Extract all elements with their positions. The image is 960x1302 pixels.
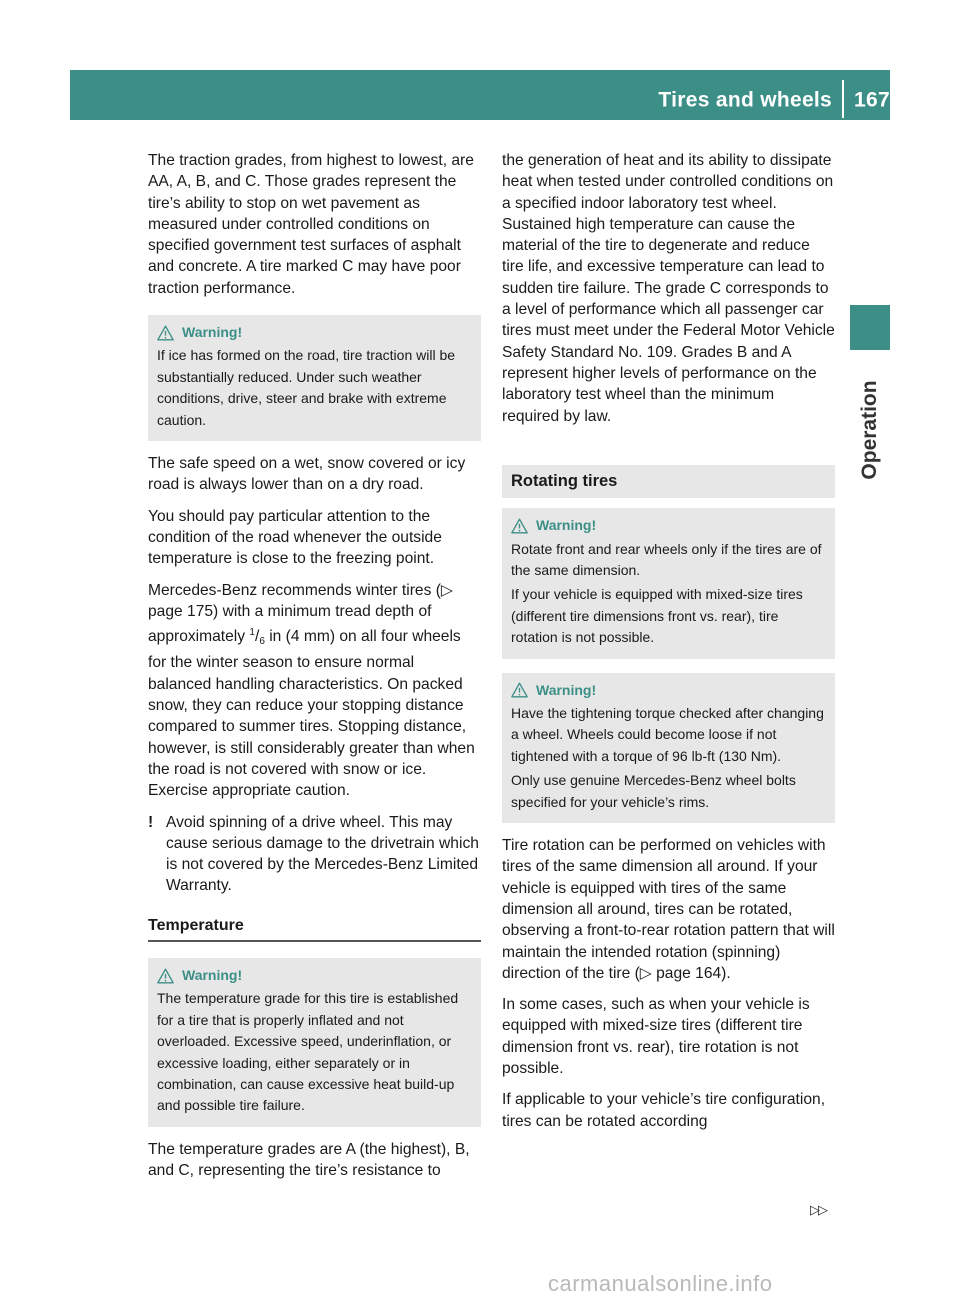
- paragraph: In some cases, such as when your vehicle is equipped with mixed-size tires (different tire dimension front vs. rear), tire rotation is not possible.: [502, 996, 810, 1077]
- warning-text: The temperature grade for this tire is established for a tire that is properly inflated and not overloaded. Excessive speed, underinflation, or excessive loading, either separately or in combination, can cause excessive heat build-up and possible tire failure.: [157, 990, 459, 1114]
- warning-text: Rotate front and rear wheels only if the tires are of the same dimension.: [511, 540, 822, 578]
- warning-text: If ice has formed on the road, tire traction will be substantially reduced. Under such weather conditions, drive, steer and brake with extreme caution.: [157, 347, 456, 428]
- section-title: Tires and wheels: [658, 88, 833, 112]
- paragraph: the generation of heat and its ability to dissipate heat when tested under controlled conditions on a specified indoor laboratory test wheel. Sustained high temperature can cause the material of the tire to degenerate and reduce tire life, and excessive temperature can lead to sudden tire failure. The grade C corresponds to a level of performance which all passenger car tires must meet under the Federal Motor Vehicle Safety Standard No. 109. Grades B and A represent higher levels of performance on the laboratory test wheel than the minimum required by law.: [502, 152, 835, 425]
- side-tab-label: Operation: [858, 380, 881, 480]
- continue-arrow-icon: ▷▷: [810, 1202, 826, 1217]
- section-heading-box: Rotating tires: [502, 465, 835, 498]
- paragraph: You should pay particular attention to the condition of the road whenever the outside temperature is close to the freezing point.: [148, 507, 442, 568]
- paragraph: If applicable to your vehicle’s tire configuration, tires can be rotated according: [502, 1091, 826, 1130]
- warning-title: Warning!: [536, 681, 597, 698]
- fraction-denominator: 6: [259, 636, 265, 648]
- paragraph: The safe speed on a wet, snow covered or icy road is always lower than on a dry road.: [148, 455, 466, 494]
- header-divider: [842, 80, 844, 118]
- left-column: [148, 150, 481, 1191]
- warning-text: Only use genuine Mercedes-Benz wheel bolts specified for your vehicle’s rims.: [511, 772, 796, 810]
- warning-box: [502, 508, 835, 658]
- warning-box: [148, 958, 481, 1127]
- paragraph: Mercedes-Benz recommends winter tires (▷ page 175) with a minimum tread depth of approximately $^1/_6$ in (4 mm) on all four wheels for the winter season to ensure normal balanced handling characteristics. On packed snow, they can reduce your stopping distance compared to summer tires. Stopping distance, however, is still considerably greater than when the road is not covered with snow or ice. Exercise appropriate caution.: [148, 581, 475, 800]
- warning-text: If your vehicle is equipped with mixed-size tires (different tire dimensions front vs. rear), tire rotation is not possible.: [511, 586, 803, 646]
- paragraph: The traction grades, from highest to lowest, are AA, A, B, and C. Those grades represent the tire’s ability to stop on wet pavement as measured under controlled conditions on specified government test surfaces of asphalt and concrete. A tire marked C may have poor traction performance.: [148, 152, 474, 297]
- watermark: carmanualsonline.info: [548, 1271, 773, 1296]
- section-heading: Temperature: [148, 915, 481, 942]
- caution-note: [148, 812, 481, 897]
- paragraph: Tire rotation can be performed on vehicles with tires of the same dimension all around. If your vehicle is equipped with tires of the same dimension all around, tires can be rotated, observing a front-to-rear rotation pattern that will maintain the intended rotation (spinning) direction of the tire (▷ page 164).: [502, 837, 835, 982]
- warning-triangle-icon: [157, 968, 174, 984]
- warning-box: [148, 315, 481, 441]
- note-text: Avoid spinning of a drive wheel. This may cause serious damage to the drivetrain which is not covered by the Mercedes-Benz Limited Warranty.: [166, 813, 479, 895]
- right-column: [502, 150, 835, 1142]
- warning-title: Warning!: [182, 324, 243, 341]
- page-number: 167: [854, 88, 890, 112]
- paragraph: The temperature grades are A (the highest), B, and C, representing the tire’s resistance to: [148, 1140, 470, 1180]
- warning-triangle-icon: [157, 325, 174, 341]
- warning-triangle-icon: [511, 518, 528, 534]
- side-tab-marker: [850, 305, 890, 350]
- warning-title: Warning!: [536, 517, 597, 534]
- warning-text: Have the tightening torque checked after changing a wheel. Wheels could become loose if not tightened with a torque of 96 lb-ft (130 Nm).: [511, 705, 824, 764]
- warning-box: [502, 673, 835, 823]
- fraction-numerator: 1: [249, 627, 255, 639]
- warning-triangle-icon: [511, 682, 528, 698]
- warning-title: Warning!: [182, 967, 243, 984]
- header-title: [658, 82, 890, 120]
- exclamation-icon: !: [148, 813, 154, 831]
